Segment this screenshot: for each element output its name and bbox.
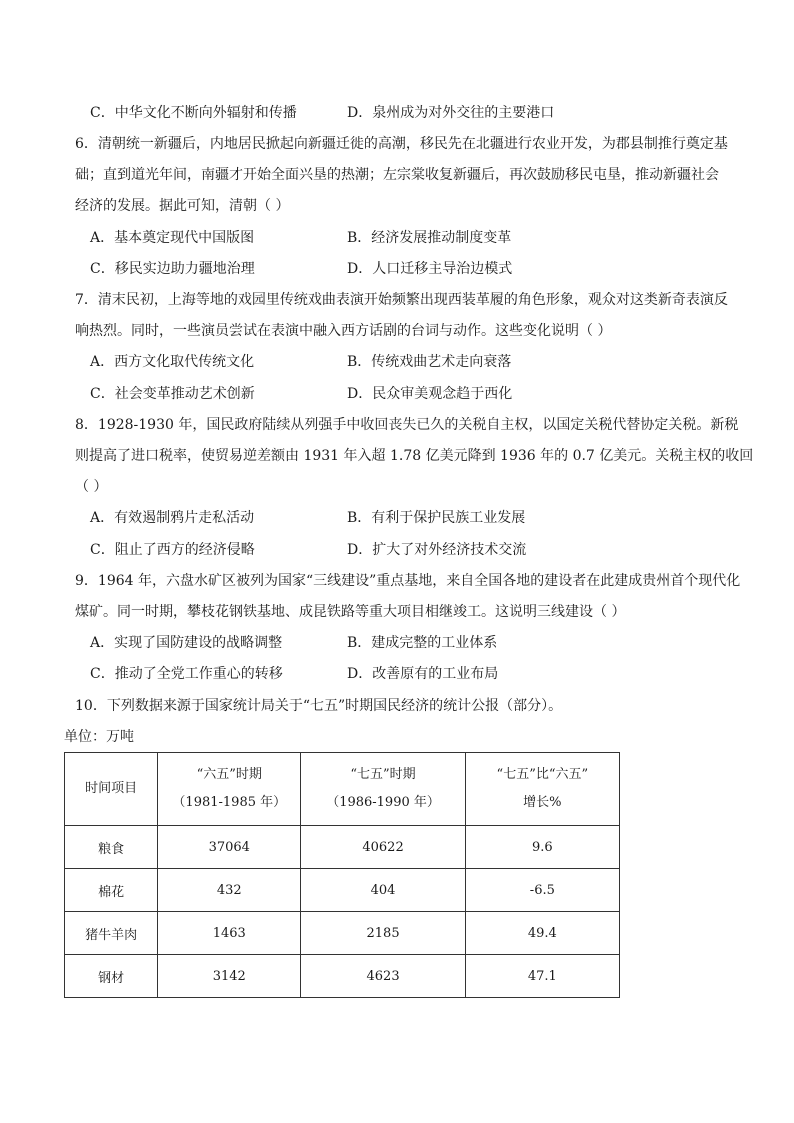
row-item: 粮食 bbox=[65, 826, 158, 869]
header-seventh-five-year-years: （1986-1990 年） bbox=[326, 795, 440, 810]
q5-option-c: C．中华文化不断向外辐射和传播 bbox=[90, 105, 297, 121]
q7-option-c: C．社会变革推动艺术创新 bbox=[90, 386, 255, 402]
row-sixth-value: 432 bbox=[158, 869, 301, 912]
q6-option-a: A．基本奠定现代中国版图 bbox=[90, 230, 255, 246]
table-header-row bbox=[65, 753, 620, 826]
header-seventh-five-year-title: “七五”时期 bbox=[350, 767, 416, 782]
q7-stem-line-1: 7．清末民初，上海等地的戏园里传统戏曲表演开始频繁出现西装革履的角色形象，观众对这类新奇表演反 bbox=[75, 292, 728, 308]
q6-option-d: D．人口迁移主导治边模式 bbox=[347, 261, 513, 277]
q9-stem-line-2: 煤矿。同一时期，攀枝花钢铁基地、成昆铁路等重大项目相继竣工。这说明三线建设（ ） bbox=[75, 604, 626, 620]
q9-option-d: D．改善原有的工业布局 bbox=[347, 666, 499, 682]
q10-unit-label: 单位：万吨 bbox=[64, 729, 134, 745]
header-growth bbox=[465, 753, 619, 826]
row-item: 猪牛羊肉 bbox=[65, 912, 158, 955]
q6-option-b: B．经济发展推动制度变革 bbox=[347, 230, 512, 246]
header-growth-title: “七五”比“六五” bbox=[496, 767, 589, 782]
header-growth-unit: 增长% bbox=[523, 795, 562, 810]
q7-option-a: A．西方文化取代传统文化 bbox=[90, 354, 255, 370]
table-row bbox=[65, 826, 620, 869]
row-growth-value: 49.4 bbox=[465, 912, 619, 955]
q8-option-b: B．有利于保护民族工业发展 bbox=[347, 510, 526, 526]
q5-option-d: D．泉州成为对外交往的主要港口 bbox=[347, 105, 555, 121]
header-sixth-five-year bbox=[158, 753, 301, 826]
row-seventh-value: 2185 bbox=[301, 912, 465, 955]
header-seventh-five-year bbox=[301, 753, 465, 826]
q8-stem-line-3: （ ） bbox=[75, 479, 108, 495]
header-time-item-label: 时间项目 bbox=[85, 781, 138, 796]
q10-stem: 10．下列数据来源于国家统计局关于“七五”时期国民经济的统计公报（部分）。 bbox=[75, 698, 563, 714]
row-growth-value: -6.5 bbox=[465, 869, 619, 912]
q8-option-c: C．阻止了西方的经济侵略 bbox=[90, 542, 255, 558]
q7-option-b: B．传统戏曲艺术走向衰落 bbox=[347, 354, 512, 370]
q9-option-c: C．推动了全党工作重心的转移 bbox=[90, 666, 283, 682]
q6-stem-line-3: 经济的发展。据此可知，清朝（ ） bbox=[75, 198, 290, 214]
header-time-item bbox=[65, 753, 158, 826]
table-row bbox=[65, 955, 620, 998]
table-row bbox=[65, 869, 620, 912]
q8-option-d: D．扩大了对外经济技术交流 bbox=[347, 542, 527, 558]
q7-stem-line-2: 响热烈。同时，一些演员尝试在表演中融入西方话剧的台词与动作。这些变化说明（ ） bbox=[75, 323, 612, 339]
q8-option-a: A．有效遏制鸦片走私活动 bbox=[90, 510, 255, 526]
q6-option-c: C．移民实边助力疆地治理 bbox=[90, 261, 255, 277]
q9-option-b: B．建成完整的工业体系 bbox=[347, 635, 498, 651]
q6-stem-line-2: 础；直到道光年间，南疆才开始全面兴垦的热潮；左宗棠收复新疆后，再次鼓励移民屯垦，推动新疆社会 bbox=[75, 167, 719, 183]
q7-option-d: D．民众审美观念趋于西化 bbox=[347, 386, 513, 402]
row-growth-value: 9.6 bbox=[465, 826, 619, 869]
header-sixth-five-year-years: （1981-1985 年） bbox=[172, 795, 287, 810]
q8-stem-line-1: 8．1928-1930 年，国民政府陆续从列强手中收回丧失已久的关税自主权，以国定关税代替协定关税。新税 bbox=[75, 417, 739, 433]
table-row bbox=[65, 912, 620, 955]
row-sixth-value: 37064 bbox=[158, 826, 301, 869]
row-growth-value: 47.1 bbox=[465, 955, 619, 998]
row-seventh-value: 404 bbox=[301, 869, 465, 912]
row-item: 钢材 bbox=[65, 955, 158, 998]
row-item: 棉花 bbox=[65, 869, 158, 912]
header-sixth-five-year-title: “六五”时期 bbox=[196, 767, 262, 782]
row-sixth-value: 3142 bbox=[158, 955, 301, 998]
row-seventh-value: 40622 bbox=[301, 826, 465, 869]
statistics-table bbox=[64, 752, 620, 998]
row-seventh-value: 4623 bbox=[301, 955, 465, 998]
q9-option-a: A．实现了国防建设的战略调整 bbox=[90, 635, 283, 651]
q9-stem-line-1: 9．1964 年，六盘水矿区被列为国家“三线建设”重点基地，来自全国各地的建设者在此建成贵州首个现代化 bbox=[75, 573, 741, 589]
q8-stem-line-2: 则提高了进口税率，使贸易逆差额由 1931 年入超 1.78 亿美元降到 1936 年的 0.7 亿美元。关税主权的收回 bbox=[75, 448, 754, 464]
q6-stem-line-1: 6．清朝统一新疆后，内地居民掀起向新疆迁徙的高潮，移民先在北疆进行农业开发，为郡县制推行奠定基 bbox=[75, 136, 728, 152]
row-sixth-value: 1463 bbox=[158, 912, 301, 955]
